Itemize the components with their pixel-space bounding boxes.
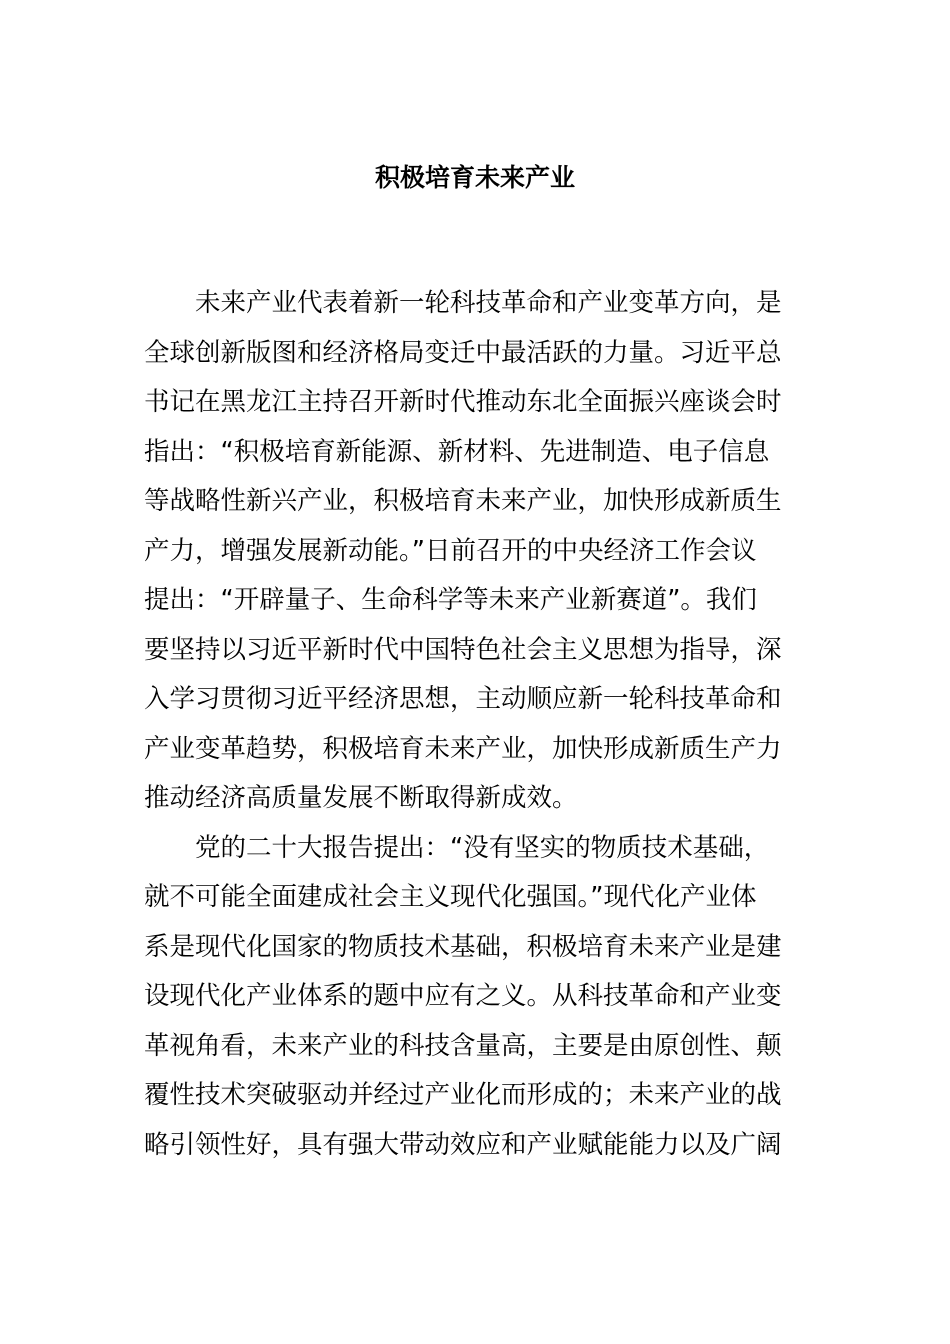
text-line: 就不可能全面建成社会主义现代化强国。”现代化产业体 [144,882,757,912]
text-line: 指出：“积极培育新能源、新材料、先进制造、电子信息 [144,436,770,467]
text-line: 等战略性新兴产业，积极培育未来产业，加快形成新质生 [144,486,782,516]
text-line: 覆性技术突破驱动并经过产业化而形成的；未来产业的战 [144,1080,782,1110]
text-line: 未来产业代表着新一轮科技革命和产业变革方向，是 [195,288,782,318]
text-line: 全球创新版图和经济格局变迁中最活跃的力量。习近平总 [144,337,782,368]
text-line: 产业变革趋势，积极培育未来产业，加快形成新质生产力 [144,733,782,764]
paragraph-1 [144,283,806,828]
text-line: 书记在黑龙江主持召开新时代推动东北全面振兴座谈会时 [144,387,782,417]
text-line: 提出：“开辟量子、生命科学等未来产业新赛道”。我们 [144,585,757,615]
text-line: 产力，增强发展新动能。”日前召开的中央经济工作会议 [144,535,757,566]
paragraph-2 [144,828,806,1175]
text-line: 系是现代化国家的物质技术基础，积极培育未来产业是建 [144,931,782,962]
text-line: 入学习贯彻习近平经济思想，主动顺应新一轮科技革命和 [144,684,782,714]
text-line: 革视角看，未来产业的科技含量高，主要是由原创性、颠 [144,1030,782,1061]
text-line: 要坚持以习近平新时代中国特色社会主义思想为指导，深 [144,634,782,665]
text-line: 推动经济高质量发展不断取得新成效。 [144,783,578,813]
text-line: 设现代化产业体系的题中应有之义。从科技革命和产业变 [144,981,782,1011]
text-line: 党的二十大报告提出：“没有坚实的物质技术基础， [195,832,770,863]
page-title: 积极培育未来产业 [374,163,575,192]
text-line: 略引领性好，具有强大带动效应和产业赋能能力以及广阔 [144,1129,782,1160]
article-body [144,283,806,1174]
